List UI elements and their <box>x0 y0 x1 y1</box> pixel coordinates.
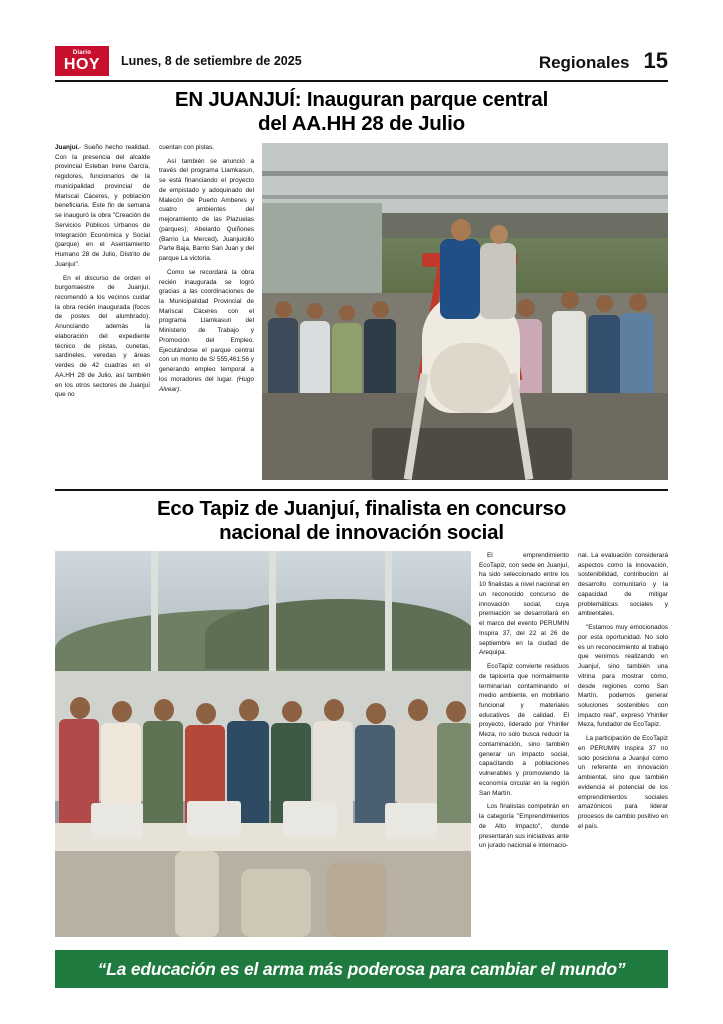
article1-body <box>55 143 255 478</box>
masthead <box>55 44 668 78</box>
article2-column-2 <box>578 551 668 937</box>
article2-body <box>479 551 668 937</box>
article1-c2-p2: Así también se anunció a través del programa Llamkasun, se está financiando el proyecto de empistado y adoquinado del Malecón de Puerto Amberes y cuatro ambientes del mejoramiento de las Plazuelas (parques); Abelardo Quiñones (Barrio La Merced), Juanjuicillo Parte Baja, Barrio San Juan y del parque La victoria. <box>159 157 254 263</box>
article1-column-1 <box>55 143 150 478</box>
article2-headline-line2: nacional de innovación social <box>219 520 504 544</box>
article1-headline-line2: del AA.HH 28 de Julio <box>258 111 465 135</box>
article1-headline-line1: EN JUANJUÍ: Inauguran parque central <box>174 88 549 111</box>
masthead-right <box>539 48 668 74</box>
article1-photo <box>262 143 668 480</box>
article1-c2-p3: Como se recordará la obra recién inaugurada se logró gracias a las coordinaciones de la Municipalidad Provincial de Mariscal Cáceres con el programa Llamkasun del Ministerio de Trabajo y Promoción del Empleo. Ejecutándose el parque central con un monto de S/ 555,461.56 y generando empleo temporal a los moradores del lugar. (Hugo Alvear). <box>159 268 254 393</box>
article2-c1-p3: Los finalistas competirán en la categoría "Emprendimientos de Alto Impacto", donde presentarán sus iniciativas ante un jurado nacional e internacio- <box>479 803 569 850</box>
logo-big-text: HOY <box>63 55 101 73</box>
article2-c1-p2: EcoTapiz convierte residuos de tapicería que normalmente terminarían contaminando el medio ambiente, en mobiliario funcional y materiales educativos de calidad. El proyecto, liderado por Yhinller Meza, no solo busca reducir la contaminación, sino también generar un impacto social, capacitando a poblaciones vulnerables y promoviendo la economía circular en la región San Martín. <box>479 663 569 797</box>
article2-column-1 <box>479 551 569 937</box>
quote-banner-text: “La educación es el arma más poderosa para cambiar el mundo” <box>97 958 626 979</box>
article2-photo <box>55 551 471 937</box>
quote-banner <box>55 950 668 988</box>
article1-c1-p2: En el discurso de orden el burgomaestre de Juanjuí, recomendó a los vecinos cuidar la obra recién inaugurada (focos de postes del alumbrado). Anunciando además la elaboración del expediente técnico de pistas, cunetas, sardineles, veredas y áreas verdes de 42 cuadras en el AA.HH 28 de Julio, así también en los otros sectores de Juanjuí que no <box>55 274 150 399</box>
article2-headline <box>55 497 668 544</box>
article2-c2-p2: "Estamos muy emocionados por esta oportunidad. No solo es un reconocimiento al trabajo que venimos realizando en Juanjuí, sino también una vitrina para mostrar cómo, desde regiones como San Martín, podemos generar soluciones sostenibles con impacto real", expresó Yhinller Meza, fundador de EcoTapiz. <box>578 624 668 729</box>
article2-c2-p1: nal. La evaluación considerará aspectos como la innovación, sostenibilidad, contribución al desarrollo comunitario y la capacidad de mitigar problemáticas sociales y ambientales. <box>578 552 668 618</box>
section-title: Regionales <box>538 53 630 72</box>
article1-column-2 <box>159 143 254 478</box>
article1-c2-p1: cuentan con pistas. <box>159 144 215 151</box>
article1-c1-p1: Juanjuí.- Sueño hecho realidad. Con la presencia del alcalde provincial Esteban Irene García, regidores, funcionarios de la municipalidad provincial de Mariscal Cáceres, y población beneficiaria. Este fin de semana se inauguró la obra "Creación de Servicios Públicos Urbanos de Integración Económica y Social (parque) en el Asentamiento Humano 28 de Julio, Distrito de Juanjuí". <box>55 144 150 268</box>
masthead-divider <box>55 80 668 82</box>
page-number: 15 <box>643 48 668 73</box>
issue-date: Lunes, 8 de setiembre de 2025 <box>121 54 302 68</box>
article1-headline <box>55 88 668 135</box>
article-divider <box>55 489 668 491</box>
article2-headline-line1: Eco Tapiz de Juanjuí, finalista en concurso <box>156 497 567 520</box>
article2-c2-p3: La participación de EcoTapiz en PERUMIN Inspira 37 no solo posiciona a Juanjuí como un referente en innovación ambiental, sino que también evidencia el potencial de los emprendimientos sociales amazónicos para liderar procesos de cambio positivo en el país. <box>578 735 668 830</box>
logo-small-text: Diario <box>72 49 92 56</box>
diario-hoy-logo <box>55 46 109 76</box>
article2-c1-p1: El emprendimiento EcoTapiz, con sede en Juanjuí, ha sido seleccionado entre los 10 finalistas a nivel nacional en un reconocido concurso de innovación social, cuya premiación se desarrollará en el marco del evento PERUMIN Inspira 37, del 22 al 26 de septiembre en la ciudad de Arequipa. <box>479 552 569 657</box>
